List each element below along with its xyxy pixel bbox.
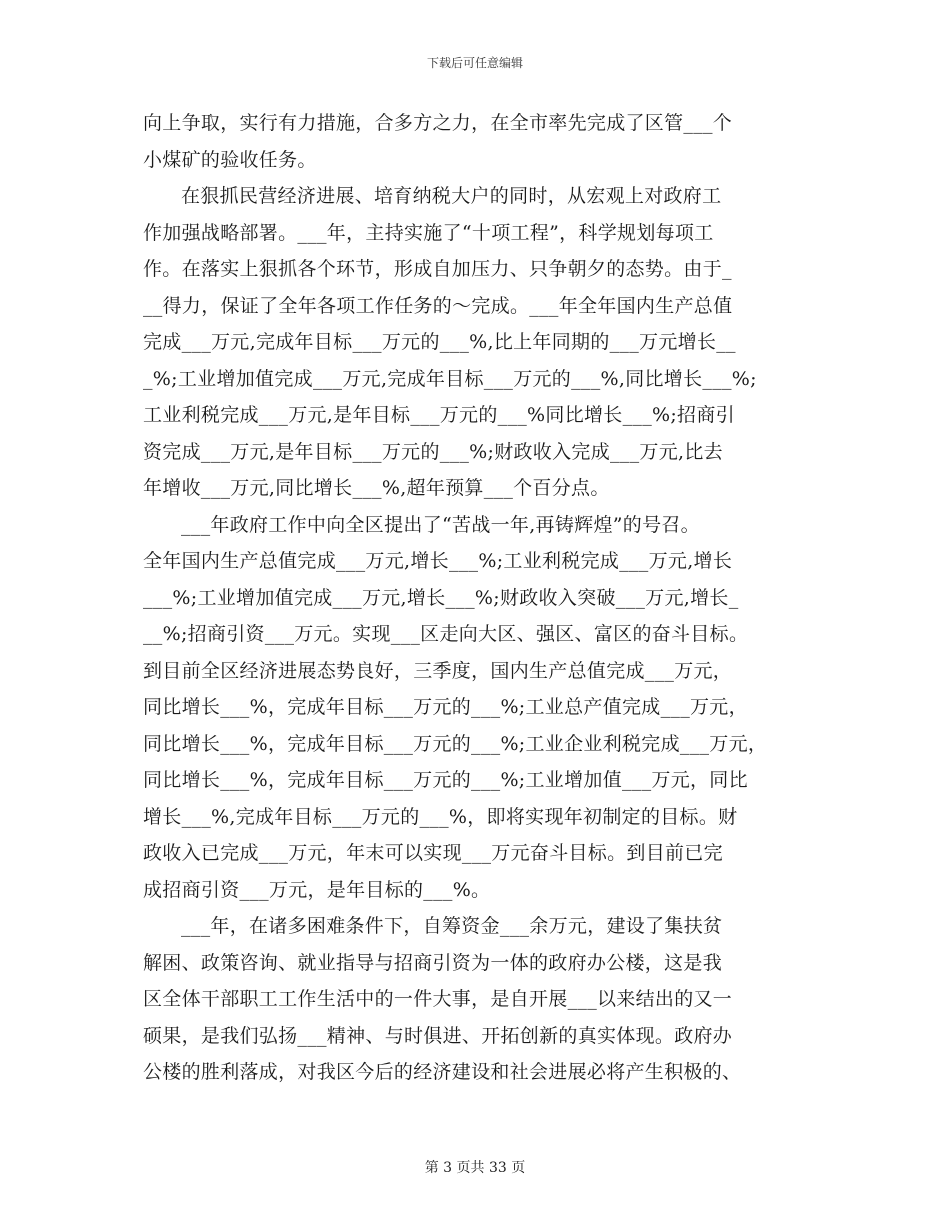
paragraph-1	[143, 105, 811, 178]
text-line: 工业利税完成___万元,是年目标___万元的___%同比增长___%;招商引	[143, 404, 735, 426]
text-line: __%;招商引资___万元。实现___区走向大区、强区、富区的奋斗目标。	[143, 623, 749, 645]
text-line: 小煤矿的验收任务。	[143, 148, 317, 171]
text-line: 区全体干部职工工作生活中的一件大事，是自开展___以来结出的又一	[143, 988, 733, 1010]
page-header: 下载后可任意编辑	[426, 56, 523, 70]
text-line: 向上争取，实行有力措施，合多方之力，在全市率先完成了区管___个	[143, 112, 733, 134]
text-line: 资完成___万元,是年目标___万元的___%;财政收入完成___万元,比去	[143, 440, 723, 463]
text-line: 作。在落实上狠抓各个环节，形成自加压力、只争朝夕的态势。由于_	[143, 258, 732, 280]
text-line: 成招商引资___万元，是年目标的___%。	[143, 878, 491, 901]
text-line: 解困、政策咨询、就业指导与招商引资为一体的政府办公楼，这是我	[143, 951, 723, 974]
paragraph-4	[143, 908, 811, 1091]
text-line: 公楼的胜利落成，对我区今后的经济建设和社会进展必将产生积极的、	[143, 1061, 742, 1083]
text-line: 政收入已完成___万元，年末可以实现___万元奋斗目标。到目前已完	[143, 842, 723, 864]
text-line: 年增收___万元,同比增长___%,超年预算___个百分点。	[143, 477, 610, 499]
paragraph-3	[143, 507, 811, 909]
text-line: ___年，在诸多困难条件下，自筹资金___余万元，建设了集扶贫	[181, 915, 723, 937]
text-line: 增长___%,完成年目标___万元的___%，即将实现年初制定的目标。财	[143, 805, 738, 828]
text-line: 完成___万元,完成年目标___万元的___%,比上年同期的___万元增长__	[143, 331, 736, 353]
page-footer: 第 3 页共 33 页	[424, 1160, 526, 1176]
text-line: 全年国内生产总值完成___万元,增长___%;工业利税完成___万元,增长	[143, 550, 733, 572]
text-line: ___年政府工作中向全区提出了“苦战一年,再铸辉煌”的号召。	[181, 513, 700, 536]
text-line: 作加强战略部署。___年，主持实施了“十项工程”，科学规划每项工	[143, 221, 714, 244]
text-line: _%;工业增加值完成___万元,完成年目标___万元的___%,同比增长___%;	[143, 367, 757, 390]
document-body	[143, 105, 811, 1091]
paragraph-2	[143, 178, 811, 507]
text-line: __得力，保证了全年各项工作任务的～完成。___年全年国内生产总值	[143, 294, 733, 317]
text-line: 硕果，是我们弘扬___精神、与时俱进、开拓创新的真实体现。政府办	[143, 1024, 733, 1047]
text-line: 同比增长___%，完成年目标___万元的___%;工业增加值___万元，同比	[143, 769, 748, 791]
text-line: 同比增长___%，完成年目标___万元的___%;工业总产值完成___万元，	[143, 696, 748, 718]
text-line: ___%;工业增加值完成___万元,增长___%;财政收入突破___万元,增长_	[143, 586, 739, 609]
text-line: 同比增长___%，完成年目标___万元的___%;工业企业利税完成___万元，	[143, 732, 768, 755]
text-line: 到目前全区经济进展态势良好，三季度，国内生产总值完成___万元，	[143, 659, 733, 682]
text-line: 在狠抓民营经济进展、培育纳税大户的同时，从宏观上对政府工	[181, 185, 722, 207]
